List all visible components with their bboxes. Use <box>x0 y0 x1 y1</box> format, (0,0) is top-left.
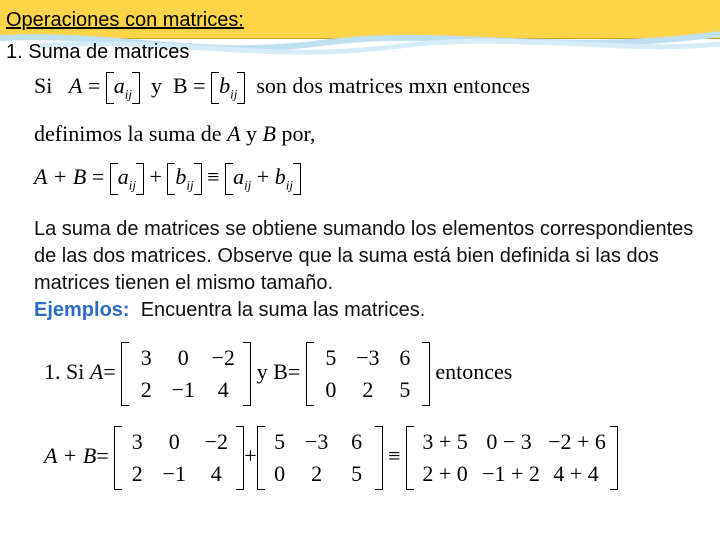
matrix-cell: 0 <box>274 461 286 486</box>
var-a: A <box>227 121 241 146</box>
ejemplos-label: Ejemplos: <box>34 299 130 321</box>
subscript-ij: ij <box>124 86 132 102</box>
slide-title: Operaciones con matrices: <box>6 9 244 31</box>
equiv-sign: ≡ <box>207 164 220 190</box>
right-bracket <box>237 72 245 104</box>
matrix-a <box>121 342 251 406</box>
definition-line-1 <box>34 72 530 104</box>
example-number: 1. Si <box>44 359 85 385</box>
matrix-cell: 5 <box>399 377 411 402</box>
var-b: B <box>262 121 276 146</box>
definition-text: definimos la suma de <box>34 121 222 146</box>
y-word: y <box>256 359 268 385</box>
matrix-cell: 4 <box>210 461 222 486</box>
matrix-cell: −2 + 6 <box>548 429 606 454</box>
matrix-cell: 5 <box>274 429 286 454</box>
matrix-cell: 2 <box>131 461 143 486</box>
example-sum-line <box>44 426 618 490</box>
right-bracket <box>136 163 144 195</box>
subscript-ij: ij <box>186 177 194 193</box>
var-a: A <box>89 359 104 385</box>
equals-sign: = <box>193 73 206 99</box>
y-word: y <box>246 121 258 146</box>
matrix-cell: 0 <box>177 345 189 370</box>
elem-b: b <box>274 164 286 190</box>
si-word: Si <box>34 73 53 99</box>
matrix-a-copy <box>114 426 244 490</box>
elem-a: a <box>113 73 125 99</box>
var-b: B <box>172 73 188 99</box>
definition-text-por: por, <box>281 121 316 146</box>
subscript-ij: ij <box>128 177 136 193</box>
right-bracket <box>293 163 301 195</box>
var-b: B <box>273 359 288 385</box>
matrix-cell: 2 + 0 <box>422 461 468 486</box>
example-line-1 <box>44 342 512 406</box>
sum-formula <box>34 163 301 195</box>
var-a: A <box>68 73 83 99</box>
matrix-cell: 4 <box>217 377 229 402</box>
equals-sign: = <box>287 359 301 385</box>
elem-b: b <box>219 73 231 99</box>
plus-sign: + <box>256 164 270 190</box>
matrix-cell: −3 <box>304 429 329 454</box>
matrix-cell: 2 <box>311 461 323 486</box>
right-bracket <box>132 72 140 104</box>
left-bracket <box>211 72 219 104</box>
subscript-ij: ij <box>285 177 293 193</box>
matrix-cell: 0 <box>168 429 180 454</box>
equals-sign: = <box>103 359 116 385</box>
elem-a: a <box>117 164 129 190</box>
matrix-cell: 6 <box>351 429 363 454</box>
matrix-b-copy <box>257 426 383 490</box>
matrix-cell: 3 <box>140 345 152 370</box>
equiv-sign: ≡ <box>388 443 401 469</box>
matrix-cell: 5 <box>351 461 363 486</box>
entonces-word: entonces <box>435 359 513 385</box>
matrix-sum <box>406 426 618 490</box>
subscript-ij: ij <box>230 86 238 102</box>
matrix-cell: 6 <box>399 345 411 370</box>
matrix-cell: 2 <box>140 377 152 402</box>
left-bracket <box>110 163 118 195</box>
y-word: y <box>150 73 162 99</box>
matrix-cell: −2 <box>204 429 228 454</box>
left-bracket <box>225 163 233 195</box>
matrix-cell: −3 <box>356 345 380 370</box>
formula-lhs: A + B <box>34 164 87 190</box>
matrix-cell: 5 <box>325 345 337 370</box>
elem-b: b <box>175 164 187 190</box>
matrix-cell: −1 <box>171 377 195 402</box>
equals-sign: = <box>91 164 105 190</box>
plus-sign: + <box>244 443 257 469</box>
definition-rest: son dos matrices mxn entonces <box>256 73 531 99</box>
plus-sign: + <box>149 164 162 190</box>
equals-sign: = <box>87 73 101 99</box>
slide-subtitle: 1. Suma de matrices <box>6 41 190 63</box>
elem-a: a <box>233 164 245 190</box>
matrix-cell: −1 + 2 <box>482 461 540 486</box>
matrix-cell: 0 − 3 <box>486 429 532 454</box>
matrix-cell: 3 + 5 <box>422 429 468 454</box>
left-bracket <box>106 72 114 104</box>
equals-sign: = <box>96 443 109 469</box>
matrix-cell: 4 + 4 <box>553 461 599 486</box>
definition-line-2 <box>34 121 315 147</box>
right-bracket <box>194 163 202 195</box>
subscript-ij: ij <box>244 177 252 193</box>
explanation-paragraph <box>34 216 714 324</box>
matrix-cell: −1 <box>162 461 186 486</box>
matrix-cell: 0 <box>325 377 337 402</box>
matrix-cell: −2 <box>211 345 235 370</box>
matrix-cell: 2 <box>362 377 374 402</box>
matrix-cell: 3 <box>131 429 143 454</box>
matrix-b <box>306 342 430 406</box>
ejemplos-text: Encuentra la suma las matrices. <box>140 299 426 321</box>
explanation-text: La suma de matrices se obtiene sumando los elementos correspondientes de las dos matrices. Observe que la suma está bien definida si las dos matrices tienen el mismo tamaño. <box>34 218 694 294</box>
sum-lhs: A + B <box>44 443 97 469</box>
